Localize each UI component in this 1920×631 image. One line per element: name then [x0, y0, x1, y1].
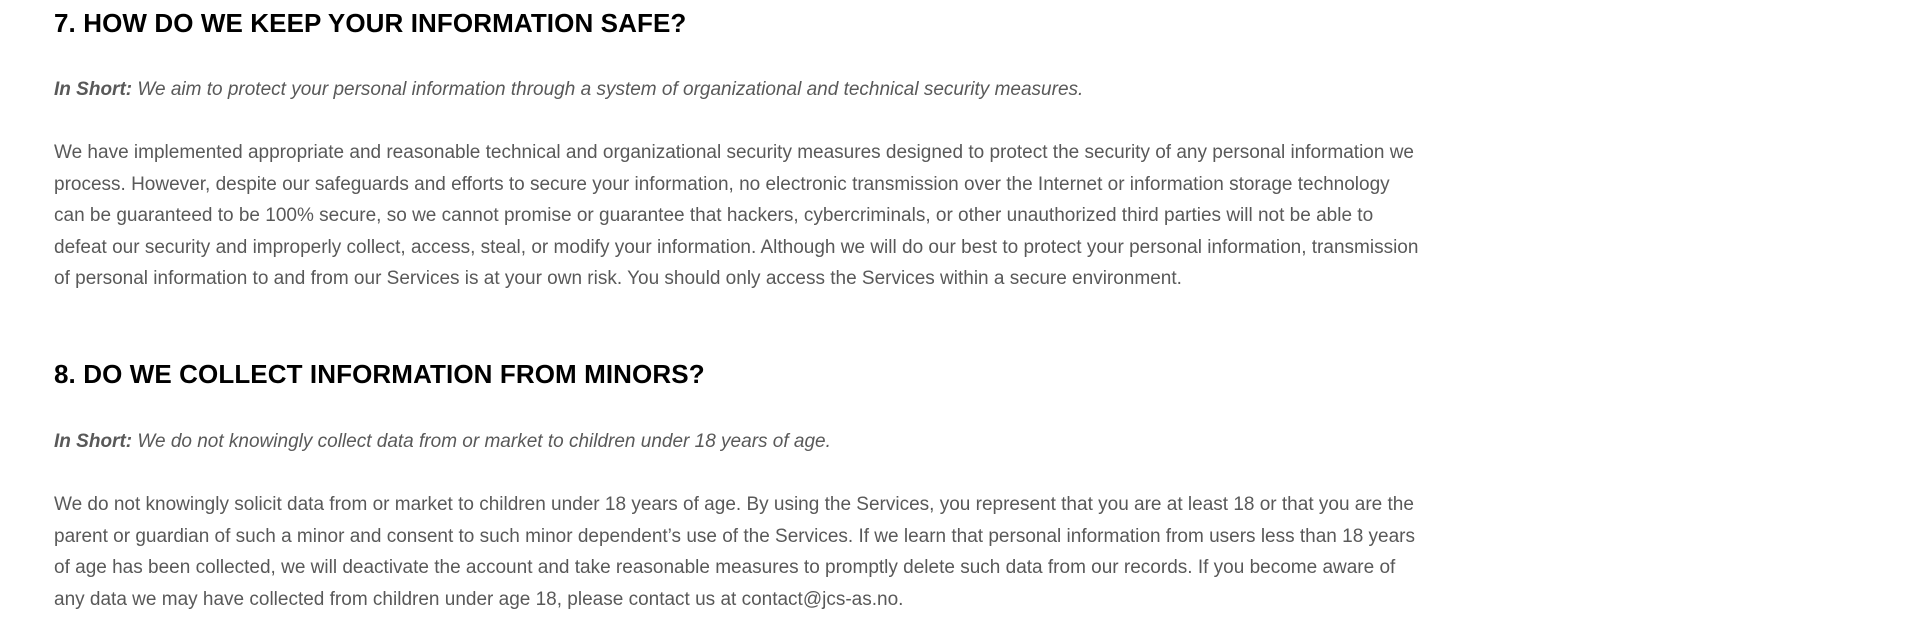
section-title-keep-information-safe: 7. HOW DO WE KEEP YOUR INFORMATION SAFE? [54, 8, 687, 38]
in-short-summary [54, 430, 831, 454]
in-short-summary [54, 78, 1083, 102]
in-short-label: In Short: [54, 79, 133, 100]
in-short-text: We do not knowingly collect data from or market to children under 18 years of age. [132, 431, 831, 452]
section-body-paragraph: We do not knowingly solicit data from or market to children under 18 years of age. By using the Services, you represent that you are at least 18 or that you are the parent or guardian of such a minor and consent to such minor dependent’s use of the Services. If we learn that personal information from users less than 18 years of age has been collected, we will deactivate the account and take reasonable measures to promptly delete such data from our records. If you become aware of any data we may have collected from children under age 18, please contact us at contact@jcs-as.no. [54, 494, 1416, 610]
in-short-label: In Short: [54, 431, 133, 452]
section-title-information-from-minors: 8. DO WE COLLECT INFORMATION FROM MINORS? [54, 359, 705, 389]
in-short-text: We aim to protect your personal information through a system of organizational and technical security measures. [132, 79, 1084, 100]
section-body-paragraph: We have implemented appropriate and reasonable technical and organizational security measures designed to protect the security of any personal information we process. However, despite our safeguards and efforts to secure your information, no electronic transmission over the Internet or information storage technology can be guaranteed to be 100% secure, so we cannot promise or guarantee that hackers, cybercriminals, or other unauthorized third parties will not be able to defeat our security and improperly collect, access, steal, or modify your information. Although we will do our best to protect your personal information, transmission of personal information to and from our Services is at your own risk. You should only access the Services within a secure environment. [54, 142, 1419, 289]
